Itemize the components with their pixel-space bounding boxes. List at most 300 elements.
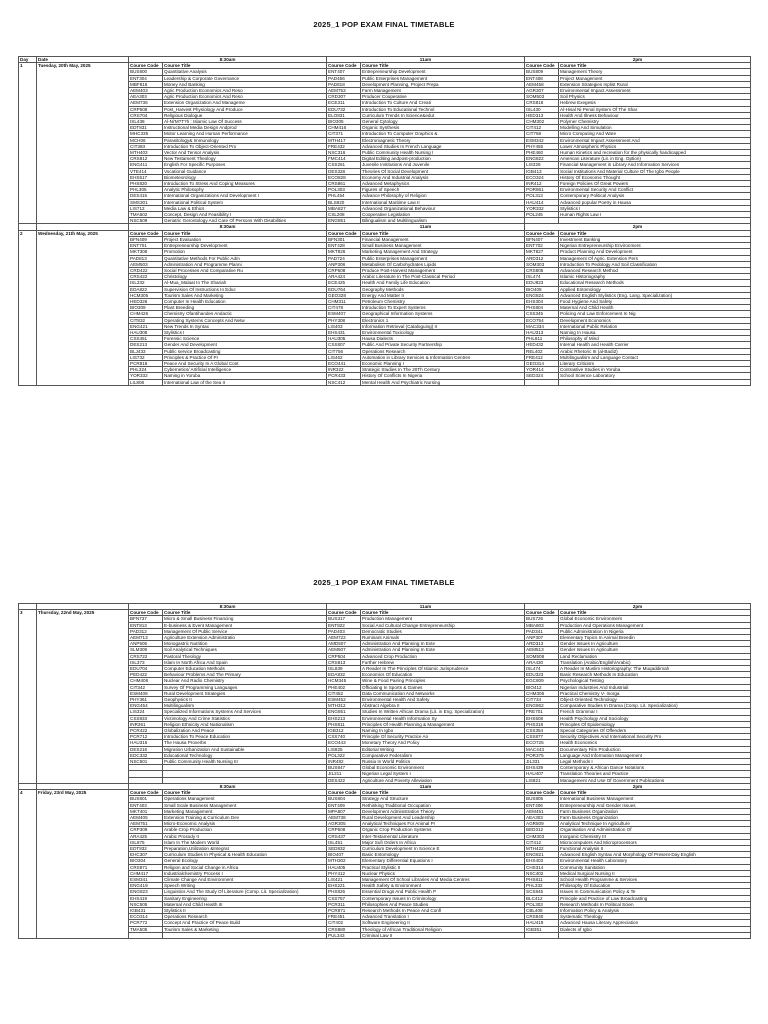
course-code: PHS811 xyxy=(327,721,361,727)
course-title: Officiating In Sports & Games xyxy=(361,684,525,690)
course-title: Extension Strategies Inplist Rural xyxy=(559,81,751,87)
course-code: ISL839 xyxy=(327,666,361,672)
course-title: Development Administration Theory xyxy=(361,808,525,814)
course-title: History Of Economic Thought xyxy=(559,174,751,180)
course-title: Survey Of Programming Languages xyxy=(163,684,327,690)
course-title: International Organizations And Development I xyxy=(163,193,327,199)
course-code: PCR818 xyxy=(129,360,163,366)
course-title: Advanced Organizational Behaviour xyxy=(361,205,525,211)
course-title: Public Enterprises Management xyxy=(361,255,525,261)
course-code: CRS861 xyxy=(327,181,361,187)
course-title: Global Economic Environment xyxy=(361,765,525,771)
course-code: CIT383 xyxy=(129,143,163,149)
course-code: ECO314 xyxy=(129,914,163,920)
course-code: EDC332 xyxy=(129,752,163,758)
course-title: Wine & Food Pairing Principles xyxy=(361,678,525,684)
course-title: Social Processes And Comparative Ru xyxy=(163,267,327,273)
course-code: AEM513 xyxy=(525,647,559,653)
course-code: LIS821 xyxy=(525,777,559,783)
course-title: Monetary Theory And Policy xyxy=(361,740,525,746)
course-title: Internal Health and Health Carrier xyxy=(559,342,751,348)
course-code: HED313 xyxy=(525,112,559,118)
course-title: Instructional Media Design Andprod xyxy=(163,125,327,131)
course-code: BIO305 xyxy=(327,119,361,125)
course-title xyxy=(559,932,751,938)
course-title: Al-Ni'M?T?h : Islamic Law Of Success xyxy=(163,119,327,125)
course-code: CRS880 xyxy=(327,926,361,932)
course-code: ISL373 xyxy=(129,659,163,665)
course-title: International Law of the Sea II xyxy=(163,379,327,385)
course-code: VTE414 xyxy=(129,168,163,174)
course-code: EDA822 xyxy=(129,286,163,292)
course-title: Vocational Guidance xyxy=(163,168,327,174)
course-title: Soil Physics xyxy=(559,94,751,100)
course-title: Money And Banking xyxy=(163,81,327,87)
course-title: Public service Broadcasting xyxy=(163,348,327,354)
course-code: CSS345 xyxy=(525,311,559,317)
course-title: Contemporary & African Dance Notations xyxy=(559,765,751,771)
course-title: Contemporary Issues In Criminology xyxy=(361,895,525,901)
course-title: Agric Production Economics And Reso xyxy=(163,88,327,94)
course-code: PAD341 xyxy=(525,628,559,634)
course-title: Criminal Law II xyxy=(361,932,525,938)
course-code: POL245 xyxy=(525,212,559,218)
course-title: Globalization And Peace xyxy=(163,728,327,734)
course-title: The Hausa Proverbs xyxy=(163,740,327,746)
course-code: ENT304 xyxy=(129,75,163,81)
course-code: ANP505 xyxy=(129,641,163,647)
course-code: CSS451 xyxy=(129,336,163,342)
course-title: Further Hebrew xyxy=(361,659,525,665)
course-code: TMA502 xyxy=(129,212,163,218)
course-code: SMS301 xyxy=(129,199,163,205)
course-code-header: Course Code xyxy=(525,230,559,236)
course-title: Analytical Techniques For Animal Pr xyxy=(361,821,525,827)
course-code: MTH403 xyxy=(129,150,163,156)
course-title: Special Categories Of Offenders xyxy=(559,728,751,734)
course-code: INR322 xyxy=(327,367,361,373)
course-title: Geography Methods xyxy=(361,286,525,292)
course-code: CSS833 xyxy=(129,715,163,721)
course-title: Operations Research xyxy=(163,914,327,920)
course-code-header: Course Code xyxy=(525,63,559,69)
course-code: AEM722 xyxy=(327,635,361,641)
course-code: EDU764 xyxy=(327,286,361,292)
course-title: Micro & Small Business Financing xyxy=(163,616,327,622)
course-code: POR375 xyxy=(525,752,559,758)
time-slot-label: 2pm xyxy=(525,783,751,789)
course-code: ISL875 xyxy=(129,839,163,845)
course-code: HAU407 xyxy=(525,771,559,777)
day-number: 3 xyxy=(19,610,37,784)
course-code: SOM503 xyxy=(525,94,559,100)
course-code: ENT408 xyxy=(525,75,559,81)
course-title: Studies In Written African Drama (Lit. in Eng. Specialization) xyxy=(361,709,525,715)
course-code: CIT756 xyxy=(327,348,361,354)
course-code: BIO408 xyxy=(525,286,559,292)
course-title: Gender Issues In Agriculture xyxy=(559,647,751,653)
course-title: Translation Theories and Practice xyxy=(559,771,751,777)
course-title: Contemporary Political Analysis xyxy=(559,193,751,199)
course-title: Curriculum Trends In Science&edut xyxy=(361,112,525,118)
course-code: NSC509 xyxy=(129,218,163,224)
course-code: ESM407 xyxy=(327,311,361,317)
course-code-header: Course Code xyxy=(327,790,361,796)
course-code: MTH302 xyxy=(327,858,361,864)
course-title: Farm Management xyxy=(361,88,525,94)
course-title: Parasitology& Immunology xyxy=(163,137,327,143)
course-code: PAD724 xyxy=(327,255,361,261)
course-title: Small Business Management xyxy=(361,243,525,249)
course-title: Administration And Planning In Exte xyxy=(361,647,525,653)
course-code: AGR305 xyxy=(327,821,361,827)
course-title: Democratic Studies xyxy=(361,628,525,634)
table-row xyxy=(19,932,751,938)
date-header: Date xyxy=(37,57,129,63)
course-code: BIO309 xyxy=(129,305,163,311)
course-title: Figures of Speech xyxy=(361,187,525,193)
course-title-header: Course Title xyxy=(361,790,525,796)
course-title: Agriculture And Poverty Alleviation xyxy=(361,777,525,783)
course-title-header: Course Title xyxy=(163,63,327,69)
course-code: IGB413 xyxy=(525,168,559,174)
course-code: CRS704 xyxy=(129,112,163,118)
course-code: BIO304 xyxy=(129,858,163,864)
course-code: CHM406 xyxy=(129,678,163,684)
course-code: AEA303 xyxy=(525,814,559,820)
course-code: CIT371 xyxy=(327,131,361,137)
course-code: HAU308 xyxy=(129,329,163,335)
course-code xyxy=(525,379,559,385)
course-title: Theology of African Traditional Religion xyxy=(361,926,525,932)
course-title: Analytical Technique In Agriculture xyxy=(559,821,751,827)
course-title: Religious Dialogue xyxy=(163,112,327,118)
course-title: General Ecology xyxy=(163,858,327,864)
course-title: Abstract Algebra II xyxy=(361,703,525,709)
course-title: Legal Methods I xyxy=(559,759,751,765)
course-title: Translation (Arabic/English/Arabic) xyxy=(559,659,751,665)
course-code: SED324 xyxy=(525,373,559,379)
course-title: E-business & Event Management xyxy=(163,622,327,628)
course-title: Agriculture Extension Administratio xyxy=(163,635,327,641)
course-title: Health Psychology And Sociology xyxy=(559,715,751,721)
course-title: Operations Research xyxy=(361,348,525,354)
course-title: Administration And Programme Planni xyxy=(163,261,327,267)
timetable-table-2 xyxy=(18,603,751,939)
course-code: CRS813 xyxy=(327,659,361,665)
course-title: Cybernetics/ Artificial Intelligence xyxy=(163,367,327,373)
course-title: Agric Production Economics And Reso xyxy=(163,94,327,100)
course-title: Functional Analysis II xyxy=(559,845,751,851)
course-code: MBF816 xyxy=(129,81,163,87)
course-title: Motor Learning And Human Performance xyxy=(163,131,327,137)
course-title: Philosophy of Mind xyxy=(559,336,751,342)
course-code: PAD813 xyxy=(129,255,163,261)
course-title: Nuclear Physics xyxy=(361,870,525,876)
time-slot-label: 8:30am xyxy=(129,604,327,610)
course-title: Principles & Practice Of Pr xyxy=(163,354,327,360)
course-title: Inter-Testamental Literature xyxy=(361,833,525,839)
course-code: ISL332 xyxy=(129,280,163,286)
course-title: Ruminant Animals xyxy=(361,635,525,641)
course-code: CRS722 xyxy=(129,653,163,659)
course-title: Human Kinetics and recreation for the physically handicapped xyxy=(559,150,751,156)
course-title: Peace And Security In A Global Cont xyxy=(163,360,327,366)
course-title: Operations Management xyxy=(163,796,327,802)
course-title: Theories Of Social Development xyxy=(361,168,525,174)
course-code: LIS825 xyxy=(327,746,361,752)
course-code: ENT702 xyxy=(525,243,559,249)
course-title: Advanced Metaphysics xyxy=(361,181,525,187)
course-code: CIT832 xyxy=(129,317,163,323)
course-code: YOR414 xyxy=(525,367,559,373)
timetable-table-1 xyxy=(18,56,751,386)
course-title-header: Course Title xyxy=(559,63,751,69)
course-title: Vector And Tensor Analysis xyxy=(163,150,327,156)
course-title: Specialized Informations Systems And Services xyxy=(163,709,327,715)
course-code: AGR307 xyxy=(525,88,559,94)
course-code: LIS732 xyxy=(129,354,163,360)
course-code: CSS757 xyxy=(327,895,361,901)
course-title: Elementary Differential Equations I xyxy=(361,858,525,864)
course-title: Health Economics xyxy=(559,740,751,746)
course-code: BIO412 xyxy=(525,684,559,690)
course-code: EHS517 xyxy=(129,174,163,180)
course-title: Stylistics II xyxy=(163,907,327,913)
course-title: International Business Management xyxy=(559,796,751,802)
course-title: Organic Crop Production Systems xyxy=(361,827,525,833)
course-code: ESM341 xyxy=(129,876,163,882)
course-title: Producer Cooperative xyxy=(361,94,525,100)
course-title: French Grammar I xyxy=(559,709,751,715)
course-title: Naming In Igbo xyxy=(361,728,525,734)
course-title: Gender And Development xyxy=(163,342,327,348)
course-title: Rural Development And Leadership xyxy=(361,814,525,820)
course-title: Entrepreneurship And Gender Issues xyxy=(559,802,751,808)
course-code: ENG824 xyxy=(525,292,559,298)
course-code: POL322 xyxy=(327,752,361,758)
course-code: MKT401 xyxy=(129,808,163,814)
course-title: A Reader In The Principles Of Islamic Jurisprudence xyxy=(361,666,525,672)
course-code: INR361 xyxy=(129,721,163,727)
course-title: Educational Research Methods xyxy=(559,280,751,286)
course-title: Foreign Policies Of Great Powers xyxy=(559,181,751,187)
course-code: ECO324 xyxy=(525,174,559,180)
course-code: BED312 xyxy=(525,827,559,833)
course-title: Juvenile Institutions And Juvenile xyxy=(361,162,525,168)
course-title: International Maritime Law II xyxy=(361,199,525,205)
course-title: Religion Ethnicity And Nationalism xyxy=(163,721,327,727)
course-title: Electromagnetic Theory xyxy=(361,137,525,143)
course-code: DES422 xyxy=(327,777,361,783)
course-title: Production Management xyxy=(361,616,525,622)
course-code: AMD507 xyxy=(327,641,361,647)
course-title: Philosophies And Peace Studies xyxy=(361,901,525,907)
time-slot-label: 11am xyxy=(327,57,525,63)
course-code: AEM738 xyxy=(327,814,361,820)
course-title-header: Course Title xyxy=(361,610,525,616)
course-code xyxy=(129,932,163,938)
course-code: DES213 xyxy=(129,342,163,348)
course-code: HCM305 xyxy=(129,292,163,298)
course-code: POL313 xyxy=(525,193,559,199)
course-title: Advanced Hausa Literary Appreciation xyxy=(559,920,751,926)
course-title: Introduction To Stress And Coping Measures xyxy=(163,181,327,187)
course-title: Development Planning, Project Prepa xyxy=(361,81,525,87)
course-code: EHS304 xyxy=(525,298,559,304)
course-title: Project Evaluation xyxy=(163,236,327,242)
course-title: Basic Research Methods In Education xyxy=(559,672,751,678)
course-title: Introduction To Computer Graphics & xyxy=(361,131,525,137)
course-title: General Cytology xyxy=(361,119,525,125)
day-number: 2 xyxy=(19,230,37,385)
course-title: Principle and Practice of Law Broadcasting xyxy=(559,895,751,901)
course-code: CSS261 xyxy=(327,162,361,168)
course-title: Advanced Crop Production xyxy=(361,653,525,659)
course-code: CRS805 xyxy=(525,267,559,273)
course-title: Lower Atmospheric Physics xyxy=(559,143,751,149)
course-code: AEM507 xyxy=(327,647,361,653)
course-title: Social Institutions And Material Culture Of The Igbo People xyxy=(559,168,751,174)
course-code: PHY412 xyxy=(327,870,361,876)
course-code: ANP308 xyxy=(327,261,361,267)
course-title: Object-Oriented Technology xyxy=(559,697,751,703)
course-code: BUS800 xyxy=(129,69,163,75)
course-title: Industrialchemistry Process I xyxy=(163,870,327,876)
course-title: Documentary Film Production xyxy=(559,746,751,752)
course-title: Management Theory xyxy=(559,69,751,75)
course-title: Nigerian Industries And Industriali xyxy=(559,684,751,690)
course-title: Environmental Impact Assessment And xyxy=(559,137,751,143)
day-date: Thursday, 22nd May, 2025 xyxy=(37,610,129,784)
time-slot-label: 11am xyxy=(327,783,525,789)
course-code: PHS820 xyxy=(129,181,163,187)
course-title: Comparative Studies In Drama (Comp. Lit. Specialization) xyxy=(559,703,751,709)
course-title: Elementary Topics In Animal Breedin xyxy=(559,635,751,641)
course-code: GEO314 xyxy=(525,360,559,366)
course-title: Multilingualism and Language Contact xyxy=(559,354,751,360)
course-code: JIL211 xyxy=(327,771,361,777)
course-code: PCR422 xyxy=(129,728,163,734)
course-code: ECO828 xyxy=(327,174,361,180)
course-code: CHM303 xyxy=(525,833,559,839)
course-code: ECE311 xyxy=(327,100,361,106)
course-code: POL303 xyxy=(327,187,361,193)
course-title: Information Policy & Analysis xyxy=(559,907,751,913)
course-code: PHL324 xyxy=(129,367,163,373)
course-title: Rethinking Traditional Occupation xyxy=(361,802,525,808)
course-title: Nuclear And Radio Chemistry xyxy=(163,678,327,684)
course-title: Concept, Design And Feasibility I xyxy=(163,212,327,218)
course-code: JIL331 xyxy=(525,759,559,765)
course-title: Pastoral Theology xyxy=(163,653,327,659)
course-title: Energy And Matter II xyxy=(361,292,525,298)
course-title: Introduction To Pedology And Soil Classification xyxy=(559,261,751,267)
course-code xyxy=(525,932,559,938)
course-title: Supervision Of Instructions In Educ xyxy=(163,286,327,292)
course-title: Applied Entomology xyxy=(559,286,751,292)
course-code: SCS845 xyxy=(525,889,559,895)
day-date: Wednesday, 21th May, 2025 xyxy=(37,230,129,385)
course-code: AEM753 xyxy=(327,88,361,94)
course-code: CSL208 xyxy=(327,212,361,218)
course-code: PHS811 xyxy=(525,876,559,882)
course-code: AEM736 xyxy=(129,100,163,106)
course-code: HAU313 xyxy=(525,329,559,335)
course-code: ESM342 xyxy=(525,137,559,143)
course-code: BLJ433 xyxy=(129,348,163,354)
course-code: ENT813 xyxy=(129,622,163,628)
course-code: CIT402 xyxy=(327,920,361,926)
course-title: Software Engineering II xyxy=(361,920,525,926)
course-code: PCR772 xyxy=(129,920,163,926)
course-code: PHY308 xyxy=(327,317,361,323)
course-title: Advanced Translation I xyxy=(361,914,525,920)
course-code: BUS805 xyxy=(525,796,559,802)
course-code: PHY361 xyxy=(129,697,163,703)
course-code: ENT409 xyxy=(327,802,361,808)
course-title: Production And Operations Management xyxy=(559,622,751,628)
course-code: AGR509 xyxy=(525,821,559,827)
course-code: ISL451 xyxy=(327,839,361,845)
course-code: ENT403 xyxy=(129,802,163,808)
course-title: Entrepreneurship Development xyxy=(163,243,327,249)
course-title: Automation in Library Services & Information Centres xyxy=(361,354,525,360)
course-code: EHS431 xyxy=(327,329,361,335)
course-title: Investment Banking xyxy=(559,236,751,242)
course-code: CSS354 xyxy=(525,728,559,734)
course-title: Introduction To Educational Technol xyxy=(361,106,525,112)
course-code: PCR712 xyxy=(129,734,163,740)
course-code: ARA430 xyxy=(525,659,559,665)
course-title: Monogastric Nutrition xyxy=(163,641,327,647)
course-title: School Health Programme & Services xyxy=(559,876,751,882)
course-code: PHL454 xyxy=(327,193,361,199)
time-slot-label: 2pm xyxy=(525,604,751,610)
course-title: Dialects of Igbo xyxy=(559,926,751,932)
course-code: SLM309 xyxy=(129,647,163,653)
course-code: EDU323 xyxy=(525,672,559,678)
course-code: DES328 xyxy=(327,168,361,174)
course-code-header: Course Code xyxy=(129,230,163,236)
course-title: Psychological Testing xyxy=(559,678,751,684)
course-title: Environmental Health And Safety xyxy=(361,697,525,703)
course-title: Curriculum Development In Science E xyxy=(361,845,525,851)
course-code: ARD313 xyxy=(525,641,559,647)
course-title-header: Course Title xyxy=(559,230,751,236)
course-code: AEA303 xyxy=(129,94,163,100)
course-code-header: Course Code xyxy=(525,790,559,796)
course-code: ENG411 xyxy=(129,162,163,168)
course-title: Computer In Health Education xyxy=(163,298,327,304)
course-code: ISL430 xyxy=(525,106,559,112)
course-title: Hausa Dialects xyxy=(361,336,525,342)
course-code: MTH312 xyxy=(327,703,361,709)
course-code: CIT758 xyxy=(525,131,559,137)
course-title: English For Specific Purposes xyxy=(163,162,327,168)
course-code: NSC501 xyxy=(129,759,163,765)
course-title: Operating Systems Concepts And Netw xyxy=(163,317,327,323)
course-title: Public Community Health Nursing III xyxy=(163,759,327,765)
course-title: Project Management xyxy=(559,75,751,81)
course-code: AEM403 xyxy=(129,88,163,94)
course-code: LIS403 xyxy=(327,323,361,329)
course-title: Advanced English Syntax And Morphology Of Present-Day English xyxy=(559,852,751,858)
course-title: Medical Surgical Nursing II xyxy=(559,870,751,876)
course-code: EHS213 xyxy=(327,715,361,721)
course-code: IGB312 xyxy=(327,728,361,734)
course-code: EHC307 xyxy=(129,852,163,858)
